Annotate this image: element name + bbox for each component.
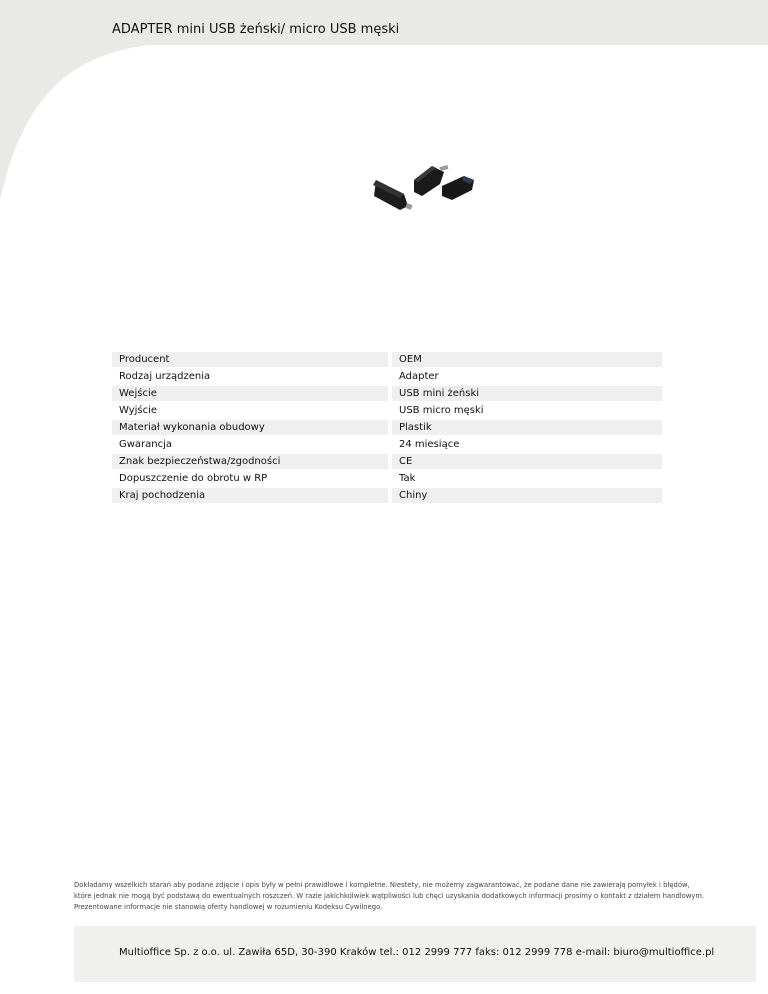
spec-value: Adapter bbox=[392, 369, 662, 384]
table-row bbox=[112, 369, 662, 384]
spec-label: Gwarancja bbox=[112, 437, 388, 452]
disclaimer-line: Dokładamy wszelkich starań aby podane zdjęcie i opis były w pełni prawidłowe i kompletne. Niestety, nie możemy zagwarantować, że podane dane nie zawierają pomyłek i błędów, bbox=[74, 881, 690, 889]
spec-label: Wyjście bbox=[112, 403, 388, 418]
spec-value: USB micro męski bbox=[392, 403, 662, 418]
footer bbox=[74, 926, 756, 982]
footer-contact: Multioffice Sp. z o.o. ul. Zawiła 65D, 30-390 Kraków tel.: 012 2999 777 faks: 012 2999 778 e-mail: biuro@multioffice.pl bbox=[119, 947, 715, 958]
disclaimer bbox=[74, 880, 714, 913]
table-row bbox=[112, 454, 662, 469]
adapter-right-image bbox=[442, 176, 474, 200]
product-photo bbox=[370, 158, 480, 214]
spec-value: Chiny bbox=[392, 488, 662, 503]
specs-table bbox=[112, 350, 662, 505]
spec-label: Rodzaj urządzenia bbox=[112, 369, 388, 384]
spec-label: Wejście bbox=[112, 386, 388, 401]
table-row bbox=[112, 420, 662, 435]
table-row bbox=[112, 352, 662, 367]
page-title: ADAPTER mini USB żeński/ micro USB męski bbox=[112, 22, 400, 37]
spec-value: 24 miesiące bbox=[392, 437, 662, 452]
table-row bbox=[112, 386, 662, 401]
adapter-left-image bbox=[373, 180, 413, 210]
spec-label: Dopuszczenie do obrotu w RP bbox=[112, 471, 388, 486]
table-row bbox=[112, 403, 662, 418]
disclaimer-line: które jednak nie mogą być podstawą do ewentualnych roszczeń. W razie jakichkolwiek wątpliwości lub chęci uzyskania dodatkowych informacji prosimy o kontakt z działem handlowym. bbox=[74, 892, 705, 900]
spec-value: CE bbox=[392, 454, 662, 469]
spec-value: Tak bbox=[392, 471, 662, 486]
spec-label: Producent bbox=[112, 352, 388, 367]
spec-label: Znak bezpieczeństwa/zgodności bbox=[112, 454, 388, 469]
table-row bbox=[112, 471, 662, 486]
spec-value: OEM bbox=[392, 352, 662, 367]
spec-value: Plastik bbox=[392, 420, 662, 435]
spec-label: Materiał wykonania obudowy bbox=[112, 420, 388, 435]
table-row bbox=[112, 488, 662, 503]
table-row bbox=[112, 437, 662, 452]
spec-label: Kraj pochodzenia bbox=[112, 488, 388, 503]
disclaimer-line: Prezentowane informacje nie stanowią oferty handlowej w rozumieniu Kodeksu Cywilnego. bbox=[74, 903, 383, 911]
spec-value: USB mini żeński bbox=[392, 386, 662, 401]
